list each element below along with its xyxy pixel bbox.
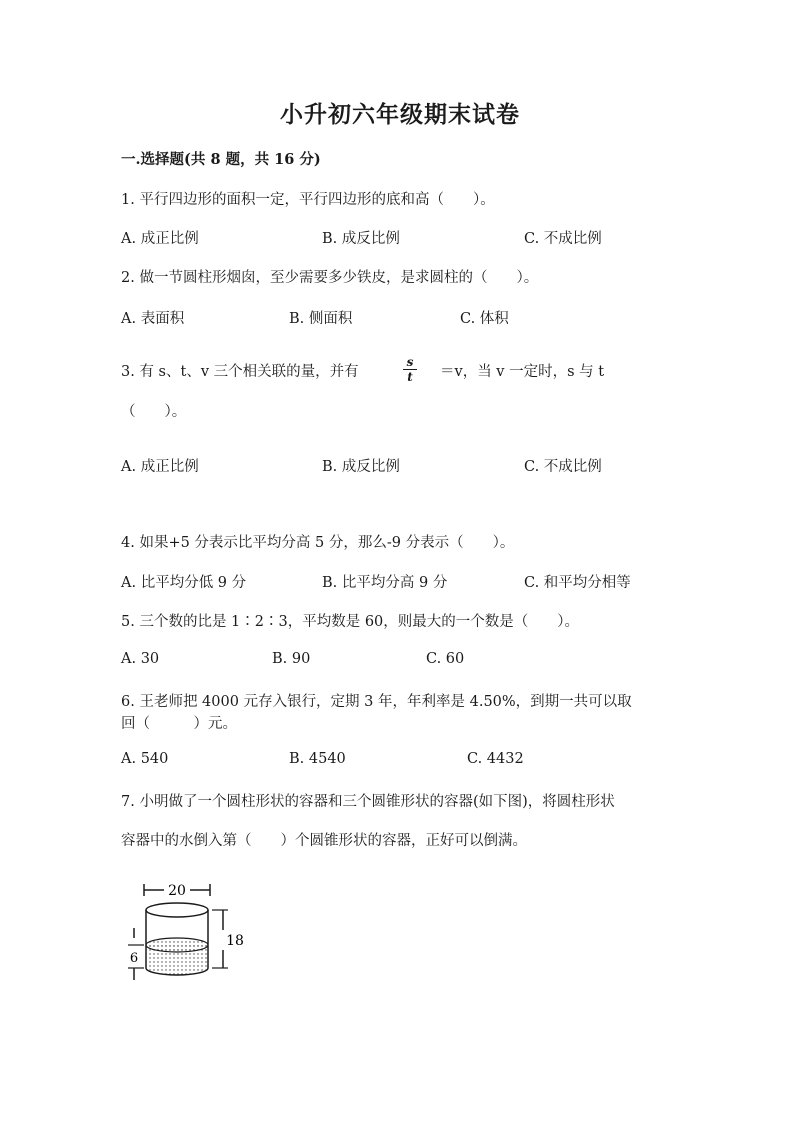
height-label: 18 <box>226 933 244 949</box>
question-4-option-c[interactable]: C. 和平均分相等 <box>524 575 631 591</box>
question-2-option-c[interactable]: C. 体积 <box>460 311 509 327</box>
diameter-label: 20 <box>168 883 186 899</box>
question-7-text-line2: 容器中的水倒入第（ ）个圆锥形状的容器，正好可以倒满。 <box>121 833 527 849</box>
question-2-option-b[interactable]: B. 侧面积 <box>289 311 353 327</box>
question-3-option-a[interactable]: A. 成正比例 <box>121 459 199 475</box>
question-2-option-a[interactable]: A. 表面积 <box>121 311 185 327</box>
question-3-option-b[interactable]: B. 成反比例 <box>322 459 400 475</box>
water-surface <box>146 938 208 952</box>
question-3-text-before: 3. 有 s、t、v 三个相关联的量，并有 <box>121 364 359 380</box>
question-3-answer-blank: （ ）。 <box>121 404 187 420</box>
cylinder-container-figure <box>124 880 244 985</box>
fraction-denominator: t <box>407 370 413 384</box>
question-4-text: 4. 如果+5 分表示比平均分高 5 分，那么-9 分表示（ ）。 <box>121 535 515 551</box>
question-6-text-line2: 回（ ）元。 <box>121 716 237 732</box>
question-5-option-a[interactable]: A. 30 <box>121 651 160 667</box>
fraction-numerator: s <box>403 355 417 370</box>
question-6-option-c[interactable]: C. 4432 <box>467 751 524 767</box>
question-2-text: 2. 做一节圆柱形烟囱，至少需要多少铁皮，是求圆柱的（ ）。 <box>121 270 539 286</box>
question-6-option-a[interactable]: A. 540 <box>121 751 169 767</box>
question-7-text-line1: 7. 小明做了一个圆柱形状的容器和三个圆锥形状的容器(如下图)，将圆柱形状 <box>121 794 615 810</box>
section-heading: 一.选择题(共 8 题，共 16 分) <box>121 151 321 168</box>
fraction-s-over-t <box>403 355 417 384</box>
question-1-option-a[interactable]: A. 成正比例 <box>121 231 199 247</box>
question-1-option-b[interactable]: B. 成反比例 <box>322 231 400 247</box>
question-5-option-b[interactable]: B. 90 <box>272 651 311 667</box>
question-1-text: 1. 平行四边形的面积一定，平行四边形的底和高（ ）。 <box>121 192 495 208</box>
page-title: 小升初六年级期末试卷 <box>280 101 520 128</box>
question-6-option-b[interactable]: B. 4540 <box>289 751 346 767</box>
question-5-text: 5. 三个数的比是 1∶2∶3，平均数是 60，则最大的一个数是（ ）。 <box>121 614 580 630</box>
water-height-label: 6 <box>129 951 139 966</box>
question-1-option-c[interactable]: C. 不成比例 <box>524 231 602 247</box>
question-4-option-b[interactable]: B. 比平均分高 9 分 <box>322 575 448 591</box>
question-5-option-c[interactable]: C. 60 <box>426 651 465 667</box>
cylinder-top <box>146 903 208 917</box>
question-3-option-c[interactable]: C. 不成比例 <box>524 459 602 475</box>
question-3-text-after: ＝v，当 v 一定时，s 与 t <box>440 364 605 380</box>
question-4-option-a[interactable]: A. 比平均分低 9 分 <box>121 575 247 591</box>
question-6-text-line1: 6. 王老师把 4000 元存入银行，定期 3 年，年利率是 4.50%，到期一共可以取 <box>121 694 632 710</box>
